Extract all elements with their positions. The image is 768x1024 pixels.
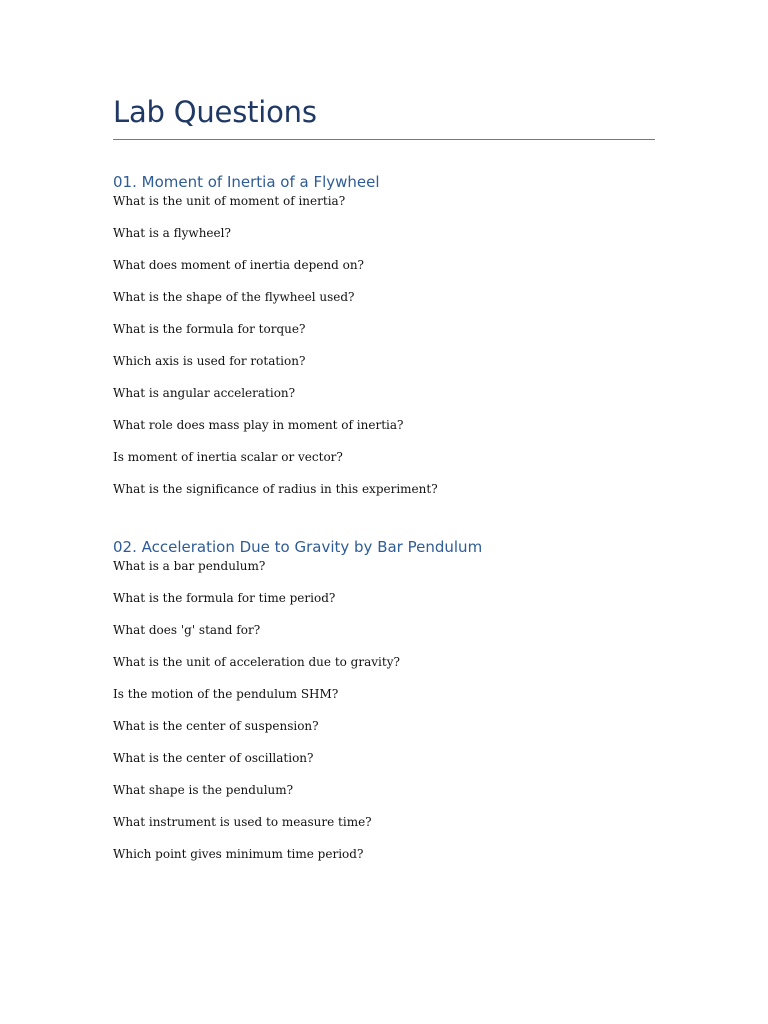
question-item: What is the formula for torque? bbox=[113, 322, 306, 336]
question-item: What does 'g' stand for? bbox=[113, 623, 261, 637]
title-underline bbox=[113, 139, 655, 140]
question-item: Which point gives minimum time period? bbox=[113, 847, 364, 861]
question-list bbox=[113, 558, 673, 862]
question-item: What shape is the pendulum? bbox=[113, 783, 294, 797]
section-bar-pendulum bbox=[113, 536, 673, 878]
question-item: What is a bar pendulum? bbox=[113, 559, 266, 573]
question-item: Is the motion of the pendulum SHM? bbox=[113, 687, 339, 701]
question-item: What is the center of suspension? bbox=[113, 719, 319, 733]
question-item: Which axis is used for rotation? bbox=[113, 354, 306, 368]
section-heading: 02. Acceleration Due to Gravity by Bar Pendulum bbox=[113, 538, 483, 556]
page-title: Lab Questions bbox=[113, 95, 317, 129]
question-item: What is the significance of radius in this experiment? bbox=[113, 482, 438, 496]
question-item: Is moment of inertia scalar or vector? bbox=[113, 450, 343, 464]
question-item: What is the unit of acceleration due to gravity? bbox=[113, 655, 400, 669]
question-list bbox=[113, 193, 673, 497]
question-item: What is angular acceleration? bbox=[113, 386, 296, 400]
question-item: What role does mass play in moment of inertia? bbox=[113, 418, 404, 432]
question-item: What is the center of oscillation? bbox=[113, 751, 314, 765]
section-heading: 01. Moment of Inertia of a Flywheel bbox=[113, 173, 380, 191]
question-item: What is a flywheel? bbox=[113, 226, 231, 240]
question-item: What is the formula for time period? bbox=[113, 591, 336, 605]
question-item: What is the shape of the flywheel used? bbox=[113, 290, 355, 304]
question-item: What is the unit of moment of inertia? bbox=[113, 194, 346, 208]
question-item: What instrument is used to measure time? bbox=[113, 815, 372, 829]
question-item: What does moment of inertia depend on? bbox=[113, 258, 364, 272]
section-moment-of-inertia bbox=[113, 171, 673, 513]
